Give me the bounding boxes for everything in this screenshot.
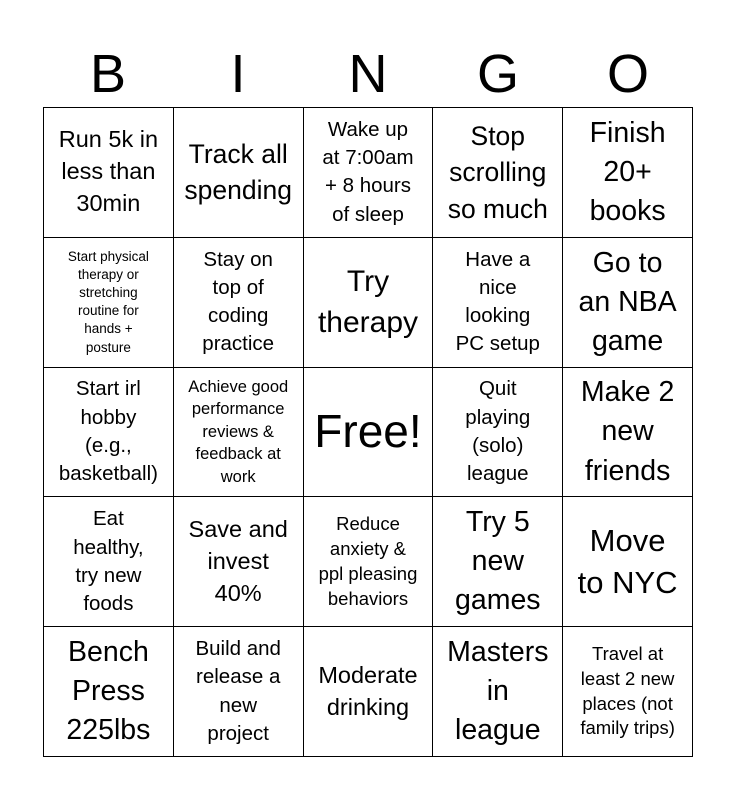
cell-text: Run 5k in less than 30min (58, 126, 159, 217)
bingo-cell[interactable] (44, 368, 174, 498)
header-letter-n: N (348, 44, 388, 104)
cell-text: Finish 20+ books (589, 116, 666, 227)
cell-text: Make 2 new friends (580, 376, 675, 487)
header-letter-i: I (230, 44, 246, 104)
cell-text: Start physical therapy or stretching routine for hands + posture (67, 248, 149, 355)
bingo-grid (43, 107, 693, 757)
cell-text: Travel at least 2 new places (not family trips) (580, 643, 675, 739)
bingo-cell[interactable] (304, 497, 434, 627)
bingo-cell[interactable] (174, 497, 304, 627)
bingo-cell[interactable] (433, 627, 563, 757)
bingo-cell[interactable] (44, 497, 174, 627)
bingo-header (43, 40, 693, 108)
bingo-cell[interactable] (433, 497, 563, 627)
bingo-cell[interactable] (174, 627, 304, 757)
bingo-cell[interactable] (304, 238, 434, 368)
bingo-cell[interactable] (433, 108, 563, 238)
cell-text: Quit playing (solo) league (465, 377, 531, 486)
cell-text: Stop scrolling so much (447, 120, 548, 224)
bingo-cell[interactable] (44, 627, 174, 757)
header-letter-g: G (476, 44, 519, 104)
cell-text: Stay on top of coding practice (202, 247, 275, 356)
bingo-cell[interactable] (174, 238, 304, 368)
bingo-cell[interactable] (304, 368, 434, 498)
cell-text: Have a nice looking PC setup (455, 247, 540, 356)
cell-text: Reduce anxiety & ppl pleasing behaviors (318, 513, 418, 609)
cell-text: Free! (314, 405, 422, 458)
bingo-cell[interactable] (563, 497, 693, 627)
cell-text: Go to an NBA game (578, 246, 677, 357)
cell-text: Try 5 new games (455, 506, 541, 617)
cell-text: Wake up at 7:00am + 8 hours of sleep (322, 117, 414, 226)
header-letter-o: O (606, 44, 649, 104)
bingo-cell[interactable] (433, 368, 563, 498)
bingo-cell[interactable] (174, 368, 304, 498)
bingo-cell[interactable] (563, 627, 693, 757)
bingo-cell[interactable] (174, 108, 304, 238)
cell-text: Eat healthy, try new foods (73, 507, 144, 616)
cell-text: Masters in league (447, 636, 549, 747)
cell-text: Start irl hobby (e.g., basketball) (58, 377, 158, 486)
bingo-cell[interactable] (44, 108, 174, 238)
cell-text: Try therapy (317, 264, 419, 340)
bingo-cell[interactable] (563, 238, 693, 368)
header-letter-b: B (89, 44, 127, 104)
cell-text: Achieve good performance reviews & feedback at work (188, 377, 289, 486)
bingo-cell[interactable] (433, 238, 563, 368)
cell-text: Save and invest 40% (188, 515, 288, 606)
bingo-cell[interactable] (304, 108, 434, 238)
bingo-cell[interactable] (44, 238, 174, 368)
cell-text: Build and release a new project (195, 637, 281, 745)
cell-text: Moderate drinking (318, 661, 418, 720)
bingo-cell[interactable] (304, 627, 434, 757)
cell-text: Bench Press 225lbs (66, 636, 151, 747)
cell-text: Track all spending (184, 138, 292, 206)
bingo-cell[interactable] (563, 368, 693, 498)
bingo-cell[interactable] (563, 108, 693, 238)
cell-text: Move to NYC (577, 522, 678, 600)
